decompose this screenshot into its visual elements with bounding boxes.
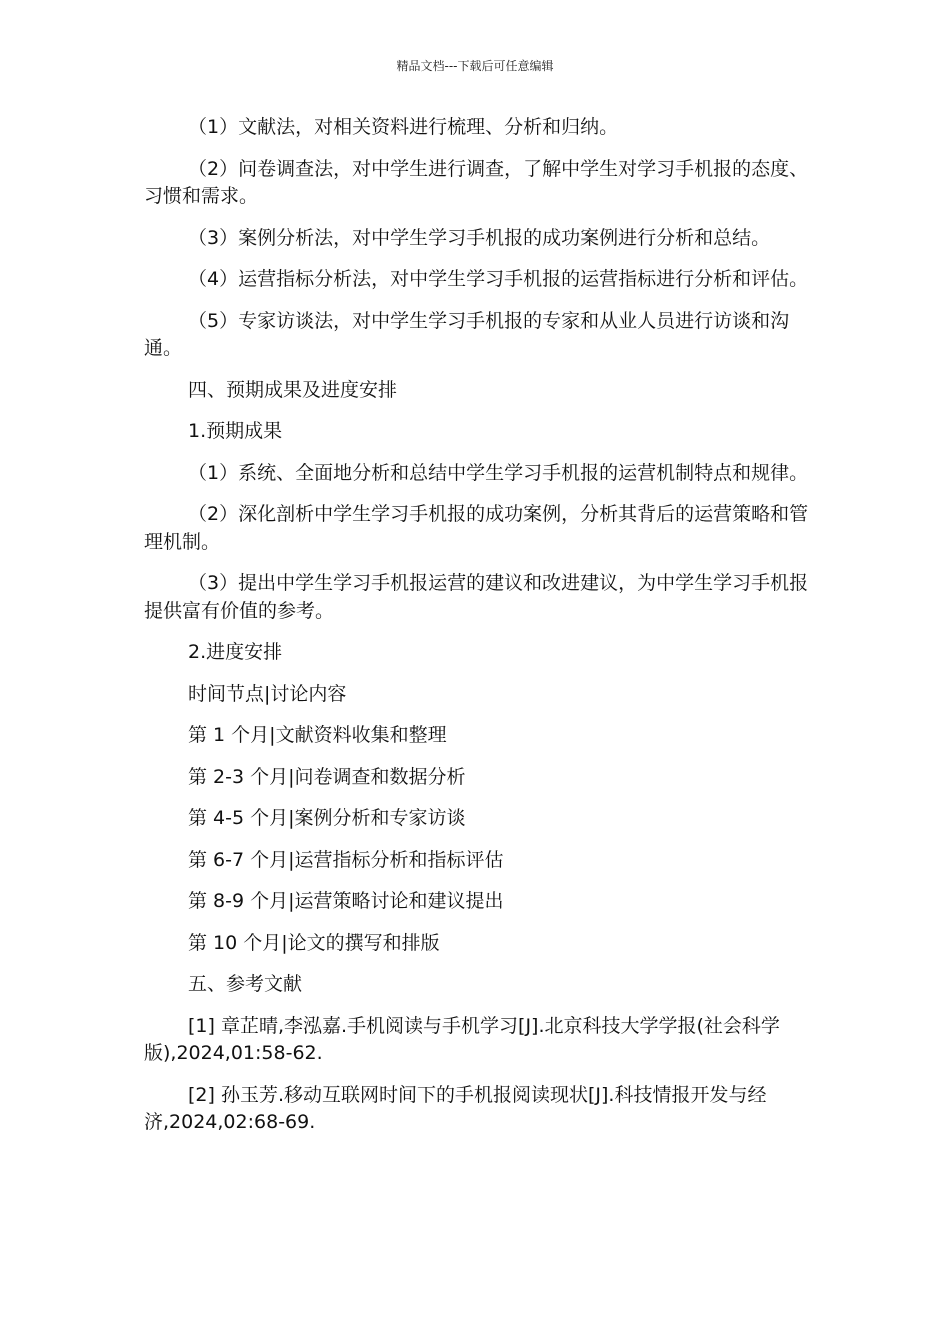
schedule-row: 第 8-9 个月|运营策略讨论和建议提出	[188, 890, 504, 912]
reference-item-2: [2] 孙玉芳.移动互联网时间下的手机报阅读现状[J].科技情报开发与经济,2024,02:68-69.	[144, 1083, 767, 1133]
method-item-2: （2）问卷调查法，对中学生进行调查，了解中学生对学习手机报的态度、习惯和需求。	[144, 157, 809, 207]
document-body	[144, 114, 814, 1151]
result-item-1: （1）系统、全面地分析和总结中学生学习手机报的运营机制特点和规律。	[188, 461, 809, 484]
subheading-schedule: 2.进度安排	[188, 641, 283, 663]
schedule-row: 第 1 个月|文献资料收集和整理	[188, 724, 447, 746]
subheading-expected-results: 1.预期成果	[188, 420, 283, 442]
page-header: 精品文档---下载后可任意编辑	[396, 59, 554, 73]
schedule-row: 第 2-3 个月|问卷调查和数据分析	[188, 765, 466, 788]
schedule-row: 第 10 个月|论文的撰写和排版	[188, 931, 440, 954]
schedule-row: 第 4-5 个月|案例分析和专家访谈	[188, 807, 466, 829]
section-heading-5: 五、参考文献	[188, 973, 303, 995]
result-item-3: （3）提出中学生学习手机报运营的建议和改进建议，为中学生学习手机报提供富有价值的参考。	[144, 572, 809, 622]
method-item-5: （5）专家访谈法，对中学生学习手机报的专家和从业人员进行访谈和沟通。	[144, 309, 790, 359]
schedule-row: 第 6-7 个月|运营指标分析和指标评估	[188, 848, 504, 871]
method-item-3: （3）案例分析法，对中学生学习手机报的成功案例进行分析和总结。	[188, 226, 771, 249]
reference-item-1: [1] 章芷晴,李泓嘉.手机阅读与手机学习[J].北京科技大学学报(社会科学版),2024,01:58-62.	[144, 1014, 780, 1064]
result-item-2: （2）深化剖析中学生学习手机报的成功案例，分析其背后的运营策略和管理机制。	[144, 503, 809, 553]
schedule-header-row: 时间节点|讨论内容	[188, 682, 347, 705]
method-item-1: （1）文献法，对相关资料进行梳理、分析和归纳。	[188, 116, 619, 138]
method-item-4: （4）运营指标分析法，对中学生学习手机报的运营指标进行分析和评估。	[188, 268, 809, 290]
section-heading-4: 四、预期成果及进度安排	[188, 378, 398, 401]
